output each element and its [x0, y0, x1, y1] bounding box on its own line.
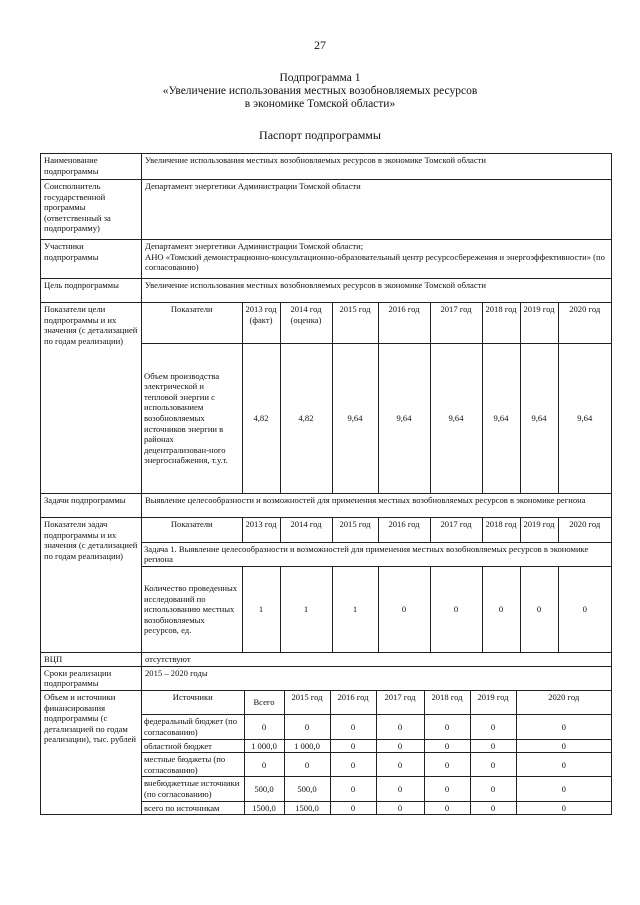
row-name-value: Увеличение использования местных возобновляемых ресурсов в экономике Томской области — [142, 154, 612, 180]
funding-value: 1 000,0 — [284, 739, 330, 753]
goal-value-2017: 9,64 — [430, 343, 482, 493]
goal-indicators-table — [142, 303, 611, 493]
heading-line-2: «Увеличение использования местных возобновляемых ресурсов — [162, 85, 478, 97]
funding-header-2017: 2017 год — [376, 691, 424, 715]
row-tasks — [41, 494, 612, 518]
row-coexecutor-value: Департамент энергетики Администрации Томской области — [142, 180, 612, 240]
funding-value: 0 — [424, 777, 470, 801]
row-vcp-label: ВЦП — [41, 653, 142, 667]
funding-value: 0 — [470, 715, 516, 739]
task-header-2018: 2018 год — [482, 518, 520, 542]
row-coexecutor-label: Соисполнитель государственной программы (ответственный за подпрограмму) — [41, 180, 142, 240]
row-participants — [41, 240, 612, 279]
funding-source: местные бюджеты (по согласованию) — [142, 753, 244, 777]
task-header-2016: 2016 год — [378, 518, 430, 542]
funding-value: 500,0 — [244, 777, 284, 801]
funding-value: 0 — [244, 753, 284, 777]
funding-value: 500,0 — [284, 777, 330, 801]
row-name — [41, 154, 612, 180]
goal-indicator-row — [142, 343, 611, 493]
goal-indicators-header — [142, 303, 611, 343]
funding-row — [142, 777, 611, 801]
task-header-2020: 2020 год — [558, 518, 611, 542]
goal-header-2018: 2018 год — [482, 303, 520, 343]
row-terms-value: 2015 – 2020 годы — [142, 666, 612, 690]
funding-header-total: Всего — [244, 691, 284, 715]
funding-table — [142, 691, 611, 814]
row-terms-label: Сроки реализации подпрограммы — [41, 666, 142, 690]
page-number: 27 — [314, 38, 326, 52]
row-funding-label: Объем и источники финансирования подпрограммы (с детализацией по годам реализации), тыс. рублей — [41, 690, 142, 814]
task-value-2018: 0 — [482, 566, 520, 652]
funding-value: 0 — [330, 739, 376, 753]
funding-header-2015: 2015 год — [284, 691, 330, 715]
task-indicators-header — [142, 518, 611, 542]
funding-value: 0 — [516, 739, 611, 753]
funding-value: 0 — [376, 715, 424, 739]
task-indicator-row — [142, 566, 611, 652]
funding-value: 0 — [284, 715, 330, 739]
funding-value: 0 — [424, 739, 470, 753]
goal-header-indicator: Показатели — [142, 303, 242, 343]
funding-value: 0 — [376, 801, 424, 814]
passport-table — [40, 153, 612, 815]
goal-header-2017: 2017 год — [430, 303, 482, 343]
row-goal-label: Цель подпрограммы — [41, 279, 142, 303]
row-coexecutor — [41, 180, 612, 240]
funding-value: 0 — [330, 801, 376, 814]
goal-value-2016: 9,64 — [378, 343, 430, 493]
goal-value-2014: 4,82 — [280, 343, 332, 493]
funding-header-2016: 2016 год — [330, 691, 376, 715]
funding-value: 0 — [330, 753, 376, 777]
funding-value: 0 — [516, 801, 611, 814]
row-goal-indicators-label: Показатели цели подпрограммы и их значения (с детализацией по годам реализации) — [41, 303, 142, 494]
row-task-indicators — [41, 518, 612, 653]
row-goal-indicators — [41, 303, 612, 494]
funding-value: 0 — [470, 753, 516, 777]
funding-source: всего по источникам — [142, 801, 244, 814]
participant-1: Департамент энергетики Администрации Томской области; — [145, 241, 364, 251]
task-value-2020: 0 — [558, 566, 611, 652]
row-funding — [41, 690, 612, 814]
task-value-2014: 1 — [280, 566, 332, 652]
funding-header-2018: 2018 год — [424, 691, 470, 715]
funding-value: 0 — [516, 753, 611, 777]
funding-source: областной бюджет — [142, 739, 244, 753]
funding-source: внебюджетные источники (по согласованию) — [142, 777, 244, 801]
funding-value: 0 — [424, 715, 470, 739]
task-value-2017: 0 — [430, 566, 482, 652]
heading-line-3: в экономике Томской области» — [244, 98, 396, 110]
goal-header-2020: 2020 год — [558, 303, 611, 343]
goal-value-2015: 9,64 — [332, 343, 378, 493]
row-participants-value — [142, 240, 612, 279]
goal-header-2016: 2016 год — [378, 303, 430, 343]
funding-row-total — [142, 801, 611, 814]
funding-header — [142, 691, 611, 715]
subprogram-heading — [0, 72, 640, 111]
participant-2: АНО «Томский демонстрационно-консультационно-образовательный центр ресурсосбережения и энергоэффективности» (по согласованию) — [145, 251, 605, 273]
task-header-2013: 2013 год — [242, 518, 280, 542]
funding-value: 0 — [516, 715, 611, 739]
funding-value: 0 — [330, 715, 376, 739]
row-goal-value: Увеличение использования местных возобновляемых ресурсов в экономике Томской области — [142, 279, 612, 303]
task-header-2017: 2017 год — [430, 518, 482, 542]
task-header-2015: 2015 год — [332, 518, 378, 542]
goal-value-2019: 9,64 — [520, 343, 558, 493]
row-participants-label: Участники подпрограммы — [41, 240, 142, 279]
task-title-row — [142, 542, 611, 566]
funding-value: 0 — [376, 739, 424, 753]
funding-value: 0 — [424, 801, 470, 814]
funding-header-source: Источники — [142, 691, 244, 715]
funding-value: 0 — [516, 777, 611, 801]
goal-header-2013: 2013 год (факт) — [242, 303, 280, 343]
row-tasks-label: Задачи подпрограммы — [41, 494, 142, 518]
goal-value-2018: 9,64 — [482, 343, 520, 493]
funding-value: 0 — [376, 753, 424, 777]
row-terms — [41, 666, 612, 690]
row-goal — [41, 279, 612, 303]
funding-value: 0 — [470, 801, 516, 814]
funding-value: 1 000,0 — [244, 739, 284, 753]
funding-value: 0 — [470, 739, 516, 753]
row-vcp-value: отсутствуют — [142, 653, 612, 667]
task-value-2016: 0 — [378, 566, 430, 652]
funding-row — [142, 753, 611, 777]
funding-row — [142, 715, 611, 739]
funding-header-2020: 2020 год — [516, 691, 611, 715]
goal-value-2020: 9,64 — [558, 343, 611, 493]
goal-indicator-name: Объем производства электрической и тепловой энергии с использованием возобновляемых источников энергии в районах децентрализован-ного энергоснабжения, т.у.т. — [142, 343, 242, 493]
task-header-2019: 2019 год — [520, 518, 558, 542]
task-header-2014: 2014 год — [280, 518, 332, 542]
goal-header-2014: 2014 год (оценка) — [280, 303, 332, 343]
goal-header-2015: 2015 год — [332, 303, 378, 343]
funding-value: 0 — [470, 777, 516, 801]
task-value-2019: 0 — [520, 566, 558, 652]
task-value-2013: 1 — [242, 566, 280, 652]
funding-header-2019: 2019 год — [470, 691, 516, 715]
task-1-title: Задача 1. Выявление целесообразности и возможностей для применения местных возобновляемых ресурсов в экономике региона — [142, 542, 611, 566]
heading-line-1: Подпрограмма 1 — [279, 72, 361, 84]
task-indicator-name: Количество проведенных исследований по использованию местных возобновляемых ресурсов, ед. — [142, 566, 242, 652]
row-name-label: Наименование подпрограммы — [41, 154, 142, 180]
row-task-indicators-label: Показатели задач подпрограммы и их значения (с детализацией по годам реализации) — [41, 518, 142, 653]
funding-value: 1500,0 — [284, 801, 330, 814]
task-header-indicator: Показатели — [142, 518, 242, 542]
passport-title: Паспорт подпрограммы — [259, 128, 381, 142]
funding-row — [142, 739, 611, 753]
goal-header-2019: 2019 год — [520, 303, 558, 343]
funding-value: 0 — [284, 753, 330, 777]
funding-source: федеральный бюджет (по согласованию) — [142, 715, 244, 739]
goal-value-2013: 4,82 — [242, 343, 280, 493]
row-tasks-value: Выявление целесообразности и возможностей для применения местных возобновляемых ресурсов в экономике региона — [142, 494, 612, 518]
funding-value: 0 — [244, 715, 284, 739]
funding-value: 0 — [330, 777, 376, 801]
task-value-2015: 1 — [332, 566, 378, 652]
task-indicators-table — [142, 518, 611, 652]
funding-value: 0 — [376, 777, 424, 801]
funding-value: 1500,0 — [244, 801, 284, 814]
funding-value: 0 — [424, 753, 470, 777]
row-vcp — [41, 653, 612, 667]
